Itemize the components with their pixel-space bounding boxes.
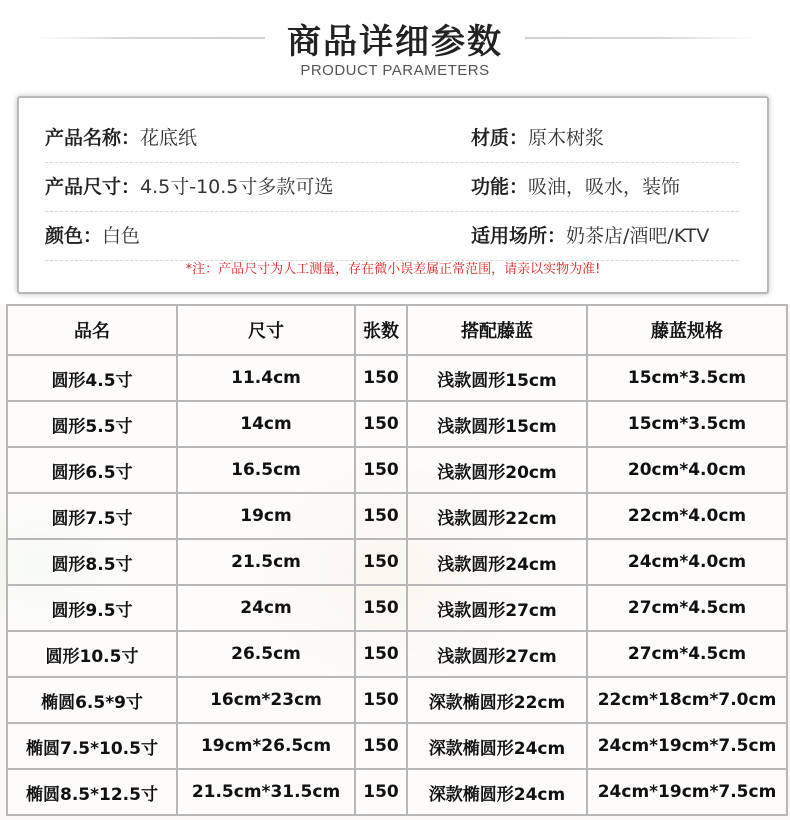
table-row bbox=[7, 401, 787, 447]
cell-count: 150 bbox=[355, 401, 407, 447]
table-row bbox=[7, 447, 787, 493]
cell-name: 圆形5.5寸 bbox=[7, 401, 177, 447]
cell-basket-spec: 15cm*3.5cm bbox=[587, 401, 787, 447]
param-key: 材质： bbox=[471, 127, 529, 149]
cell-size: 21.5cm*31.5cm bbox=[177, 769, 355, 815]
cell-size: 19cm bbox=[177, 493, 355, 539]
param-item bbox=[45, 163, 333, 211]
param-row bbox=[45, 163, 739, 212]
cell-size: 16.5cm bbox=[177, 447, 355, 493]
param-key: 产品名称： bbox=[45, 127, 141, 149]
header-basket-spec: 藤蓝规格 bbox=[587, 305, 787, 355]
cell-basket: 浅款圆形15cm bbox=[407, 401, 587, 447]
cell-count: 150 bbox=[355, 723, 407, 769]
param-row bbox=[45, 212, 739, 261]
cell-count: 150 bbox=[355, 355, 407, 401]
cell-name: 圆形10.5寸 bbox=[7, 631, 177, 677]
param-value: 原木树浆 bbox=[528, 127, 605, 149]
cell-basket-spec: 27cm*4.5cm bbox=[587, 585, 787, 631]
table-row bbox=[7, 585, 787, 631]
cell-name: 椭圆7.5*10.5寸 bbox=[7, 723, 177, 769]
param-item bbox=[45, 114, 197, 162]
cell-basket-spec: 24cm*19cm*7.5cm bbox=[587, 723, 787, 769]
table-row bbox=[7, 631, 787, 677]
cell-basket: 浅款圆形15cm bbox=[407, 355, 587, 401]
cell-count: 150 bbox=[355, 493, 407, 539]
page-subtitle: PRODUCT PARAMETERS bbox=[300, 62, 490, 79]
parameters-panel bbox=[17, 96, 769, 294]
param-value: 奶茶店/酒吧/KTV bbox=[566, 225, 710, 247]
table-row bbox=[7, 723, 787, 769]
cell-name: 圆形7.5寸 bbox=[7, 493, 177, 539]
param-key: 产品尺寸： bbox=[45, 176, 141, 198]
param-key: 适用场所： bbox=[471, 225, 567, 247]
cell-name: 圆形8.5寸 bbox=[7, 539, 177, 585]
cell-name: 圆形9.5寸 bbox=[7, 585, 177, 631]
spec-table bbox=[6, 304, 788, 816]
cell-basket-spec: 27cm*4.5cm bbox=[587, 631, 787, 677]
cell-name: 圆形6.5寸 bbox=[7, 447, 177, 493]
title-divider-right bbox=[525, 37, 755, 39]
param-value: 4.5寸-10.5寸多款可选 bbox=[140, 176, 334, 198]
param-item bbox=[471, 114, 604, 162]
cell-basket-spec: 24cm*19cm*7.5cm bbox=[587, 769, 787, 815]
param-key: 颜色： bbox=[45, 225, 103, 247]
title-divider-left bbox=[35, 37, 265, 39]
param-value: 白色 bbox=[102, 225, 141, 247]
cell-basket: 浅款圆形20cm bbox=[407, 447, 587, 493]
title-row bbox=[0, 14, 790, 62]
cell-basket-spec: 20cm*4.0cm bbox=[587, 447, 787, 493]
page-title: 商品详细参数 bbox=[287, 21, 503, 62]
cell-basket-spec: 22cm*4.0cm bbox=[587, 493, 787, 539]
param-item bbox=[45, 212, 140, 260]
cell-basket: 浅款圆形27cm bbox=[407, 585, 587, 631]
section-header bbox=[0, 0, 790, 92]
param-key: 功能： bbox=[471, 176, 529, 198]
cell-basket: 浅款圆形22cm bbox=[407, 493, 587, 539]
cell-size: 21.5cm bbox=[177, 539, 355, 585]
table-row bbox=[7, 769, 787, 815]
table-row bbox=[7, 493, 787, 539]
cell-count: 150 bbox=[355, 447, 407, 493]
table-row bbox=[7, 355, 787, 401]
cell-basket: 深款椭圆形24cm bbox=[407, 723, 587, 769]
param-value: 吸油，吸水，装饰 bbox=[528, 176, 681, 198]
cell-basket: 浅款圆形27cm bbox=[407, 631, 587, 677]
header-basket: 搭配藤蓝 bbox=[407, 305, 587, 355]
cell-size: 11.4cm bbox=[177, 355, 355, 401]
cell-basket: 深款椭圆形24cm bbox=[407, 769, 587, 815]
cell-count: 150 bbox=[355, 539, 407, 585]
param-row bbox=[45, 114, 739, 163]
header-name: 品名 bbox=[7, 305, 177, 355]
param-item bbox=[471, 163, 680, 211]
cell-count: 150 bbox=[355, 631, 407, 677]
cell-basket-spec: 15cm*3.5cm bbox=[587, 355, 787, 401]
cell-count: 150 bbox=[355, 769, 407, 815]
param-item bbox=[471, 212, 709, 260]
cell-size: 19cm*26.5cm bbox=[177, 723, 355, 769]
header-count: 张数 bbox=[355, 305, 407, 355]
cell-basket-spec: 22cm*18cm*7.0cm bbox=[587, 677, 787, 723]
cell-basket: 深款椭圆形22cm bbox=[407, 677, 587, 723]
table-header-row bbox=[7, 305, 787, 355]
cell-count: 150 bbox=[355, 585, 407, 631]
cell-size: 14cm bbox=[177, 401, 355, 447]
cell-name: 圆形4.5寸 bbox=[7, 355, 177, 401]
cell-name: 椭圆6.5*9寸 bbox=[7, 677, 177, 723]
table-row bbox=[7, 677, 787, 723]
measurement-note: *注：产品尺寸为人工测量，存在微小误差属正常范围，请亲以实物为准! bbox=[185, 262, 601, 277]
cell-size: 24cm bbox=[177, 585, 355, 631]
cell-size: 16cm*23cm bbox=[177, 677, 355, 723]
cell-size: 26.5cm bbox=[177, 631, 355, 677]
cell-name: 椭圆8.5*12.5寸 bbox=[7, 769, 177, 815]
cell-count: 150 bbox=[355, 677, 407, 723]
table-row bbox=[7, 539, 787, 585]
header-size: 尺寸 bbox=[177, 305, 355, 355]
cell-basket: 浅款圆形24cm bbox=[407, 539, 587, 585]
cell-basket-spec: 24cm*4.0cm bbox=[587, 539, 787, 585]
param-value: 花底纸 bbox=[140, 127, 198, 149]
spec-table-section bbox=[0, 304, 790, 820]
